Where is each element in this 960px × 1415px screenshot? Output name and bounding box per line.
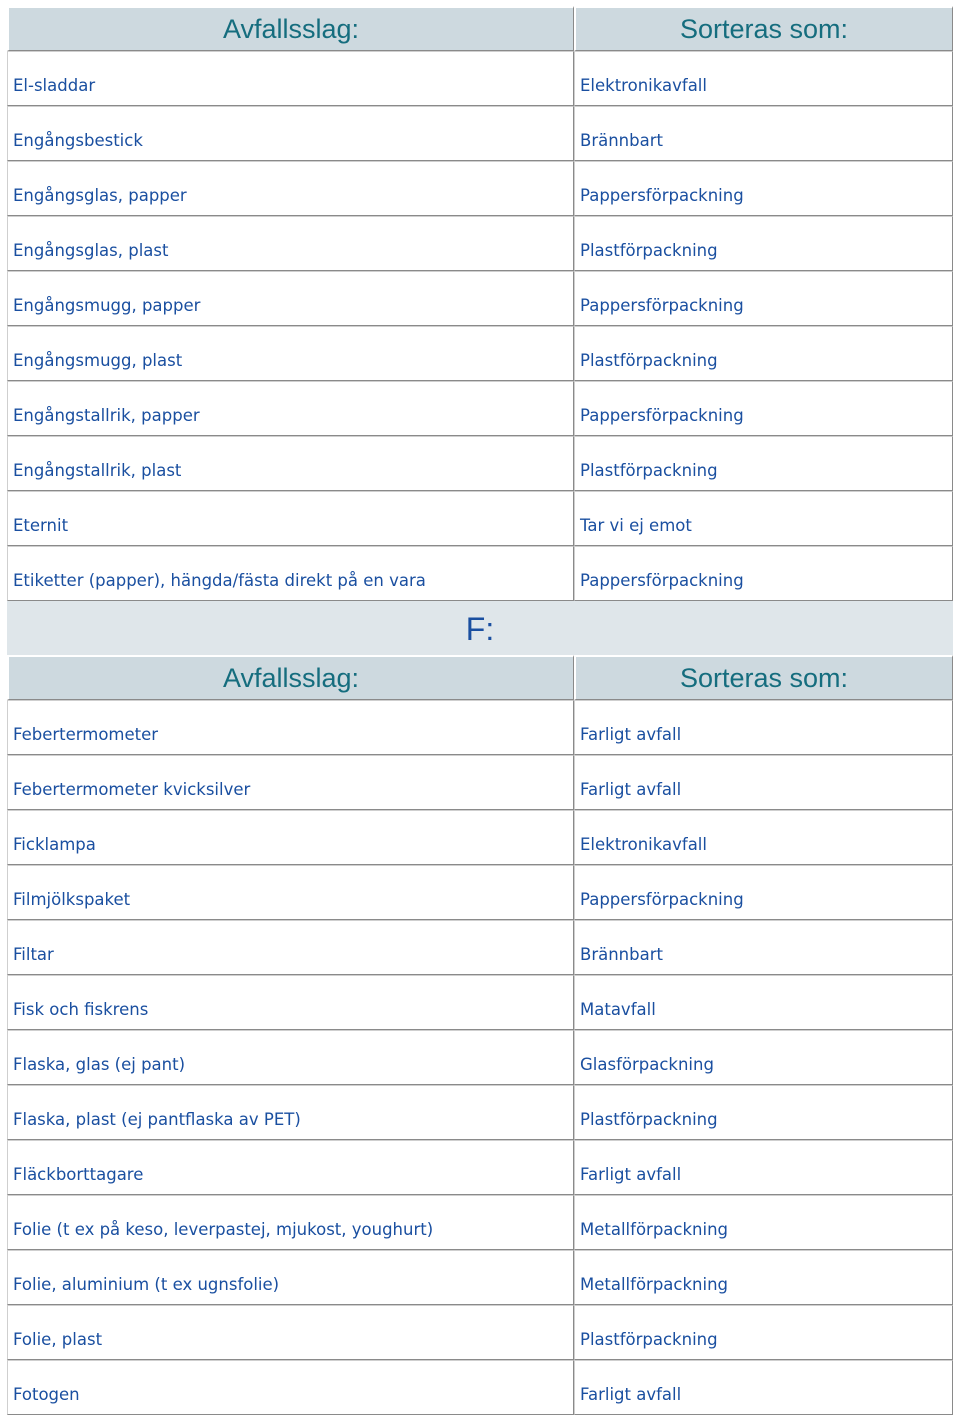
sorted-as-cell: Pappersförpackning <box>574 865 953 920</box>
sorted-as-cell: Plastförpackning <box>574 326 953 381</box>
table-row <box>7 700 953 755</box>
sorted-as-cell: Metallförpackning <box>574 1195 953 1250</box>
sorted-as-cell: Pappersförpackning <box>574 381 953 436</box>
table-header-row <box>7 6 953 51</box>
table-row <box>7 436 953 491</box>
sorted-as-cell: Farligt avfall <box>574 755 953 810</box>
sorted-as-cell: Metallförpackning <box>574 1250 953 1305</box>
sorted-as-cell: Elektronikavfall <box>574 51 953 106</box>
waste-type-cell: Febertermometer kvicksilver <box>7 755 574 810</box>
sorted-as-cell: Pappersförpackning <box>574 271 953 326</box>
sorted-as-cell: Matavfall <box>574 975 953 1030</box>
waste-type-cell: Folie (t ex på keso, leverpastej, mjukost, youghurt) <box>7 1195 574 1250</box>
table-row <box>7 1250 953 1305</box>
table-row <box>7 161 953 216</box>
table-row <box>7 106 953 161</box>
waste-type-cell: Fisk och fiskrens <box>7 975 574 1030</box>
waste-sorting-table <box>7 6 953 1415</box>
waste-type-cell: Engångsmugg, plast <box>7 326 574 381</box>
waste-type-cell: Folie, plast <box>7 1305 574 1360</box>
table-row <box>7 755 953 810</box>
sorted-as-cell: Brännbart <box>574 920 953 975</box>
sorted-as-cell: Plastförpackning <box>574 436 953 491</box>
waste-type-cell: Fläckborttagare <box>7 1140 574 1195</box>
table-row <box>7 865 953 920</box>
waste-type-cell: Engångstallrik, papper <box>7 381 574 436</box>
table-row <box>7 546 953 601</box>
table-row <box>7 810 953 865</box>
waste-type-cell: Flaska, plast (ej pantflaska av PET) <box>7 1085 574 1140</box>
sorted-as-cell: Tar vi ej emot <box>574 491 953 546</box>
waste-sorting-page <box>7 6 953 1415</box>
waste-type-cell: Eternit <box>7 491 574 546</box>
waste-type-cell: Engångsbestick <box>7 106 574 161</box>
waste-type-cell: Flaska, glas (ej pant) <box>7 1030 574 1085</box>
table-row <box>7 1305 953 1360</box>
waste-type-cell: Engångsmugg, papper <box>7 271 574 326</box>
sorted-as-cell: Farligt avfall <box>574 700 953 755</box>
sorted-as-cell: Plastförpackning <box>574 1085 953 1140</box>
table-row <box>7 51 953 106</box>
waste-type-cell: Fotogen <box>7 1360 574 1415</box>
sorted-as-cell: Glasförpackning <box>574 1030 953 1085</box>
column-header-sorted-as: Sorteras som: <box>574 655 953 700</box>
waste-type-cell: El-sladdar <box>7 51 574 106</box>
waste-type-cell: Engångsglas, plast <box>7 216 574 271</box>
table-row <box>7 326 953 381</box>
waste-type-cell: Filmjölkspaket <box>7 865 574 920</box>
table-row <box>7 1085 953 1140</box>
waste-type-cell: Etiketter (papper), hängda/fästa direkt på en vara <box>7 546 574 601</box>
table-row <box>7 920 953 975</box>
table-row <box>7 1195 953 1250</box>
waste-type-cell: Folie, aluminium (t ex ugnsfolie) <box>7 1250 574 1305</box>
table-row <box>7 1030 953 1085</box>
section-title-row <box>7 601 953 655</box>
column-header-waste-type: Avfallsslag: <box>7 655 574 700</box>
table-header-row <box>7 655 953 700</box>
table-row <box>7 271 953 326</box>
table-row <box>7 975 953 1030</box>
waste-type-cell: Febertermometer <box>7 700 574 755</box>
sorted-as-cell: Pappersförpackning <box>574 546 953 601</box>
column-header-waste-type: Avfallsslag: <box>7 6 574 51</box>
waste-type-cell: Engångstallrik, plast <box>7 436 574 491</box>
column-header-sorted-as: Sorteras som: <box>574 6 953 51</box>
waste-type-cell: Ficklampa <box>7 810 574 865</box>
sorted-as-cell: Brännbart <box>574 106 953 161</box>
sorted-as-cell: Plastförpackning <box>574 1305 953 1360</box>
table-row <box>7 1140 953 1195</box>
table-row <box>7 491 953 546</box>
sorted-as-cell: Plastförpackning <box>574 216 953 271</box>
section-title-f: F: <box>7 601 953 655</box>
sorted-as-cell: Farligt avfall <box>574 1140 953 1195</box>
waste-type-cell: Filtar <box>7 920 574 975</box>
table-row <box>7 381 953 436</box>
table-row <box>7 216 953 271</box>
sorted-as-cell: Pappersförpackning <box>574 161 953 216</box>
sorted-as-cell: Elektronikavfall <box>574 810 953 865</box>
sorted-as-cell: Farligt avfall <box>574 1360 953 1415</box>
waste-type-cell: Engångsglas, papper <box>7 161 574 216</box>
